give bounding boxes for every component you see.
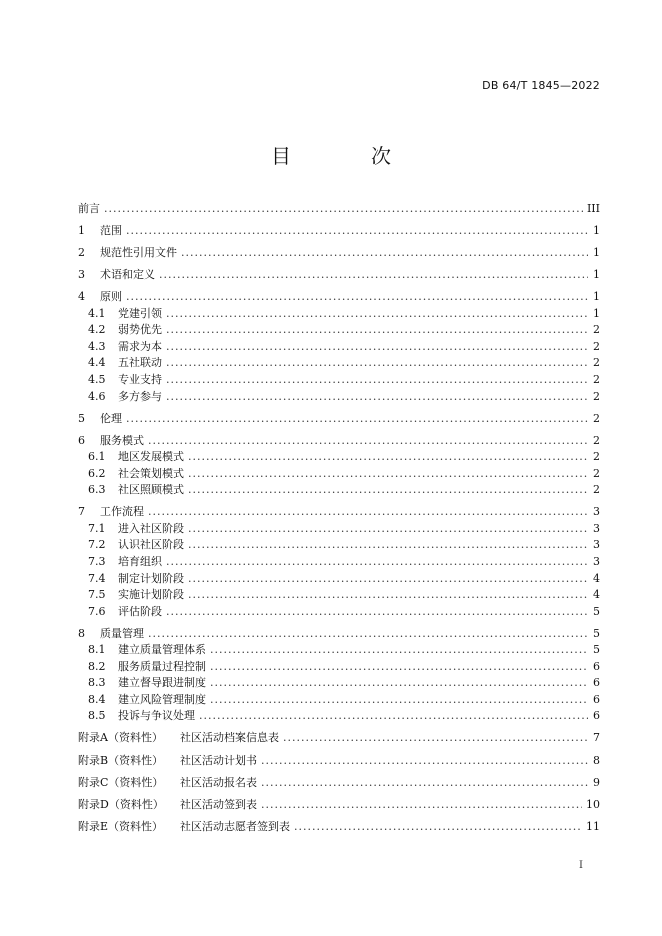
- toc-entry[interactable]: [78, 321, 600, 338]
- toc-entry-page: 4: [593, 571, 600, 585]
- toc-entry-title: 社区活动档案信息表: [180, 731, 279, 745]
- toc-leader-dots: [188, 465, 588, 482]
- toc-entry-title: 评估阶段: [118, 604, 162, 618]
- toc-entry-number: 8.5: [88, 709, 106, 723]
- toc-leader-dots: [188, 520, 588, 537]
- toc-leader-dots: [166, 388, 588, 405]
- toc-entry-title: 五社联动: [118, 356, 162, 370]
- toc-title: 目 次: [271, 144, 421, 168]
- toc-entry-title: 工作流程: [100, 505, 144, 519]
- toc-entry-page: 5: [593, 604, 600, 618]
- toc-leader-dots: [210, 674, 588, 691]
- toc-entry-number: 4: [78, 290, 85, 304]
- toc-entry-title: 建立质量管理体系: [118, 643, 206, 657]
- toc-leader-dots: [104, 200, 583, 217]
- toc-entry[interactable]: [78, 432, 600, 449]
- toc-entry-number: 6.1: [88, 450, 106, 464]
- toc-entry-page: 6: [593, 709, 600, 723]
- toc-entry-title: 弱势优先: [118, 323, 162, 337]
- toc-entry-number: 4.1: [88, 306, 106, 320]
- toc-entry[interactable]: [78, 796, 600, 813]
- toc-entry-page: 2: [593, 389, 600, 403]
- toc-entry-page: 3: [593, 554, 600, 568]
- toc-entry-number: 7.6: [88, 604, 106, 618]
- toc-entry-title: 范围: [100, 224, 122, 238]
- toc-entry-title: 地区发展模式: [118, 450, 184, 464]
- toc-entry-title: 培育组织: [118, 554, 162, 568]
- toc-leader-dots: [166, 321, 588, 338]
- toc-entry-number: 5: [78, 411, 85, 425]
- toc-leader-dots: [166, 553, 588, 570]
- toc-entry-page: 1: [593, 306, 600, 320]
- toc-entry[interactable]: [78, 288, 600, 305]
- toc-entry-title: 制定计划阶段: [118, 571, 184, 585]
- toc-leader-dots: [188, 536, 588, 553]
- toc-leader-dots: [148, 432, 588, 449]
- page-number: I: [579, 860, 583, 871]
- toc-entry[interactable]: [78, 774, 600, 791]
- toc-entry-number: 4.2: [88, 323, 106, 337]
- toc-entry-number: 4.5: [88, 372, 106, 386]
- toc-entry-number: 1: [78, 224, 85, 238]
- toc-entry[interactable]: [78, 586, 600, 603]
- toc-entry[interactable]: [78, 818, 600, 835]
- toc-entry-page: 2: [593, 483, 600, 497]
- toc-entry-page: 2: [593, 372, 600, 386]
- toc-entry-page: 6: [593, 692, 600, 706]
- toc-entry[interactable]: [78, 674, 600, 691]
- toc-leader-dots: [188, 586, 588, 603]
- toc-leader-dots: [261, 774, 588, 791]
- toc-entry-number: 7.1: [88, 521, 106, 535]
- toc-entry-page: 2: [593, 411, 600, 425]
- toc-leader-dots: [166, 305, 588, 322]
- toc-entry-title: 建立督导跟进制度: [118, 676, 206, 690]
- toc-entry-number: 4.4: [88, 356, 106, 370]
- toc-entry-title: 原则: [100, 290, 122, 304]
- toc-entry-page: 1: [593, 224, 600, 238]
- toc-entry[interactable]: [78, 388, 600, 405]
- toc-entry-page: 2: [593, 466, 600, 480]
- toc-entry[interactable]: [78, 707, 600, 724]
- toc-leader-dots: [199, 707, 588, 724]
- toc-entry[interactable]: [78, 641, 600, 658]
- toc-leader-dots: [166, 603, 588, 620]
- toc-entry-page: 3: [593, 538, 600, 552]
- toc-entry-page: 5: [593, 643, 600, 657]
- toc-entry-title: 伦理: [100, 411, 122, 425]
- toc-entry-title: 专业支持: [118, 372, 162, 386]
- toc-entry-title: 社区活动计划书: [180, 753, 257, 767]
- toc-entry-number: 附录D（资料性）: [78, 797, 164, 811]
- toc-leader-dots: [188, 481, 588, 498]
- toc-entry[interactable]: [78, 338, 600, 355]
- toc-leader-dots: [210, 658, 588, 675]
- toc-entry-title: 社区活动签到表: [180, 797, 257, 811]
- toc-entry-page: 4: [593, 588, 600, 602]
- toc-entry-title: 投诉与争议处理: [118, 709, 195, 723]
- toc-entry-number: 7.3: [88, 554, 106, 568]
- toc-entry-page: 2: [593, 323, 600, 337]
- toc-entry-page: 3: [593, 505, 600, 519]
- toc-entry[interactable]: [78, 244, 600, 261]
- toc-entry-page: 3: [593, 521, 600, 535]
- toc-leader-dots: [126, 288, 588, 305]
- toc-entry[interactable]: [78, 691, 600, 708]
- toc-leader-dots: [159, 266, 588, 283]
- toc-entry-title: 实施计划阶段: [118, 588, 184, 602]
- toc-entry[interactable]: [78, 520, 600, 537]
- toc-leader-dots: [148, 625, 588, 642]
- toc-entry-page: 2: [593, 356, 600, 370]
- toc-leader-dots: [166, 354, 588, 371]
- toc-entry[interactable]: [78, 729, 600, 746]
- toc-entry[interactable]: [78, 503, 600, 520]
- toc-entry-number: 4.3: [88, 339, 106, 353]
- toc-entry-number: 7.2: [88, 538, 106, 552]
- toc-leader-dots: [261, 796, 582, 813]
- toc-entry[interactable]: [78, 354, 600, 371]
- toc-entry[interactable]: [78, 200, 600, 217]
- toc-entry[interactable]: [78, 603, 600, 620]
- toc-entry-title: 社区照顾模式: [118, 483, 184, 497]
- toc-entry-title: 社会策划模式: [118, 466, 184, 480]
- toc-entry-number: 6: [78, 433, 85, 447]
- toc-entry-page: 2: [593, 450, 600, 464]
- toc-entry-number: 7.5: [88, 588, 106, 602]
- toc-leader-dots: [148, 503, 588, 520]
- toc-entry[interactable]: [78, 658, 600, 675]
- toc-entry-page: 8: [593, 753, 600, 767]
- toc-leader-dots: [166, 338, 588, 355]
- toc-leader-dots: [261, 752, 588, 769]
- toc-entry[interactable]: [78, 266, 600, 283]
- toc-entry-page: 1: [593, 246, 600, 260]
- toc-entry-number: 3: [78, 268, 85, 282]
- toc-leader-dots: [166, 371, 588, 388]
- toc-leader-dots: [126, 410, 588, 427]
- toc-entry-number: 6.2: [88, 466, 106, 480]
- toc-entry[interactable]: [78, 752, 600, 769]
- toc-leader-dots: [181, 244, 588, 261]
- toc-entry-page: III: [586, 202, 600, 215]
- toc-entry-number: 附录B（资料性）: [78, 753, 164, 767]
- toc-entry-page: 2: [593, 339, 600, 353]
- toc-entry-page: 2: [593, 433, 600, 447]
- toc-entry-title: 术语和定义: [100, 268, 155, 282]
- toc-entry[interactable]: [78, 371, 600, 388]
- toc-entry-title: 前言: [78, 202, 100, 215]
- toc-leader-dots: [126, 222, 588, 239]
- toc-entry[interactable]: [78, 305, 600, 322]
- toc-leader-dots: [188, 448, 588, 465]
- toc-entry[interactable]: [78, 570, 600, 587]
- toc-entry[interactable]: [78, 465, 600, 482]
- toc-entry-page: 7: [593, 731, 600, 745]
- toc-entry-number: 6.3: [88, 483, 106, 497]
- toc-entry-number: 8.2: [88, 659, 106, 673]
- toc-entry-title: 多方参与: [118, 389, 162, 403]
- toc-entry-number: 附录A（资料性）: [78, 731, 163, 745]
- toc-entry-number: 2: [78, 246, 85, 260]
- toc-entry-title: 建立风险管理制度: [118, 692, 206, 706]
- toc-entry-title: 社区活动报名表: [180, 775, 257, 789]
- toc-entry-page: 5: [593, 626, 600, 640]
- toc-entry[interactable]: [78, 481, 600, 498]
- toc-entry-number: 附录C（资料性）: [78, 775, 164, 789]
- toc-entry-number: 附录E（资料性）: [78, 819, 164, 833]
- toc-entry-title: 服务模式: [100, 433, 144, 447]
- toc-entry-title: 进入社区阶段: [118, 521, 184, 535]
- toc-leader-dots: [283, 729, 588, 746]
- toc-leader-dots: [210, 641, 588, 658]
- toc-entry[interactable]: [78, 410, 600, 427]
- toc-entry-title: 认识社区阶段: [118, 538, 184, 552]
- toc-leader-dots: [210, 691, 588, 708]
- toc-entry-title: 党建引领: [118, 306, 162, 320]
- toc-entry-title: 服务质量过程控制: [118, 659, 206, 673]
- toc-entry-page: 1: [593, 290, 600, 304]
- toc-leader-dots: [188, 570, 588, 587]
- toc-entry-number: 4.6: [88, 389, 106, 403]
- toc-entry-title: 质量管理: [100, 626, 144, 640]
- toc-entry-title: 需求为本: [118, 339, 162, 353]
- toc-entry-page: 9: [593, 775, 600, 789]
- toc-entry-page: 1: [593, 268, 600, 282]
- toc-entry-number: 7: [78, 505, 85, 519]
- toc-entry-number: 7.4: [88, 571, 106, 585]
- toc-entry-number: 8.4: [88, 692, 106, 706]
- toc-entry[interactable]: [78, 625, 600, 642]
- toc-entry-title: 社区活动志愿者签到表: [180, 819, 290, 833]
- toc-entry[interactable]: [78, 222, 600, 239]
- toc-entry-number: 8.1: [88, 643, 106, 657]
- toc-entry[interactable]: [78, 536, 600, 553]
- toc-leader-dots: [294, 818, 582, 835]
- toc-entry-number: 8.3: [88, 676, 106, 690]
- toc-entry-page: 6: [593, 659, 600, 673]
- toc-entry[interactable]: [78, 448, 600, 465]
- toc-entry-title: 规范性引用文件: [100, 246, 177, 260]
- toc-entry-page: 11: [586, 819, 600, 833]
- toc-entry-page: 10: [586, 797, 600, 811]
- toc-entry-page: 6: [593, 676, 600, 690]
- standard-code: DB 64/T 1845—2022: [482, 79, 600, 92]
- toc-entry[interactable]: [78, 553, 600, 570]
- toc-entry-number: 8: [78, 626, 85, 640]
